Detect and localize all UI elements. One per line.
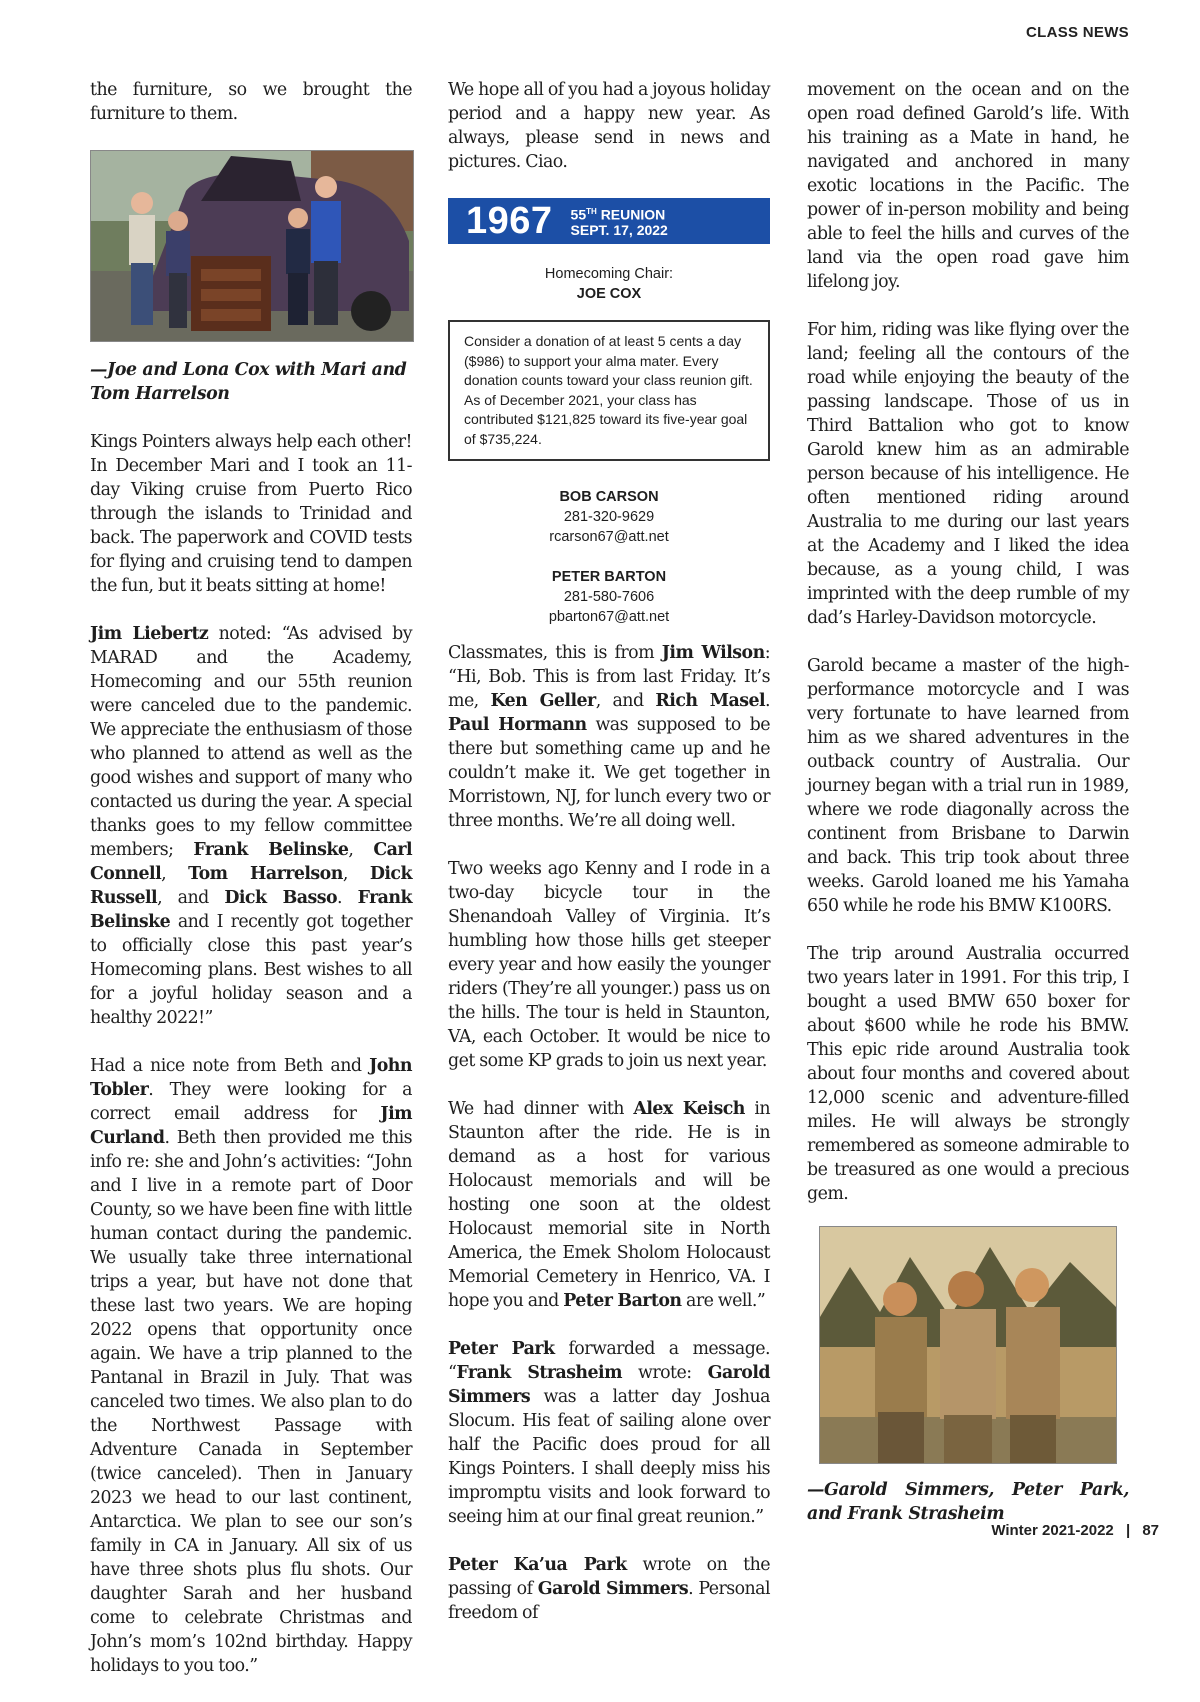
reunion-date: SEPT. 17, 2022 (570, 222, 668, 239)
homecoming-chair (448, 264, 770, 304)
reunion-suffix: TH (586, 206, 597, 216)
text-run: and I recently got together to officially close this past year’s Homecoming plans. Best wishes to all for a joyful holiday season and a healthy 2022!” (90, 912, 412, 1028)
chair-label: Homecoming Chair: (544, 266, 674, 282)
reunion-ordinal: 55 (570, 206, 587, 223)
text-run: , (342, 864, 370, 884)
paragraph (90, 1054, 412, 1678)
issue-label: Winter 2021-2022 (991, 1522, 1114, 1539)
person-name: Peter Park (448, 1339, 555, 1359)
text-run: , (348, 840, 374, 860)
person-name: Frank Belinske (90, 888, 412, 932)
paragraph (448, 641, 770, 833)
photo-simmers-park-strasheim (819, 1226, 1117, 1464)
person-name: Ken Geller (490, 691, 596, 711)
contact-phone: 281-320-9629 (563, 509, 655, 525)
paragraph: Kings Pointers always help each other! In December Mari and I took an 11-day Viking cruise from Puerto Rico through the islands to Trinidad and back. The paperwork and COVID tests for flying and cruising tend to dampen the fun, but it beats sitting at home! (90, 432, 412, 596)
footer-separator: | (1125, 1522, 1131, 1539)
paragraph: Two weeks ago Kenny and I rode in a two-day bicycle tour in the Shenandoah Valley of Virginia. It’s humbling how those hills get steeper every year and how easily the younger riders (They’re all younger.) pass us on the hills. The tour is held in Staunton, VA, each October. It would be nice to get some KP grads to join us next year. (448, 859, 770, 1071)
text-run: wrote on the passing of (448, 1555, 770, 1599)
person-name: Jim Liebertz (90, 624, 209, 644)
text-run: was supposed to be there but something came up and he couldn’t make it. We get together in Morristown, NJ, for lunch every two or three months. We’re all doing well. (448, 715, 771, 831)
person-name: Alex Keisch (633, 1099, 745, 1119)
paragraph (448, 1553, 770, 1625)
person-name: Garold Simmers (537, 1579, 689, 1599)
person-name: Dick Russell (90, 864, 412, 908)
contact-email: rcarson67@att.net (549, 529, 669, 545)
chair-name: JOE COX (576, 286, 642, 302)
person-name: Peter Barton (563, 1291, 682, 1311)
contact-card (448, 567, 770, 627)
text-run: . Beth then provided me this info re: she and John’s activities: “John and I live in a remote part of Door County, so we have been fine with little human contact during the pandemic. We usually take three international trips a year, but have not done that these last two years. We are hoping 2022 opens that opportunity once again. We have a trip planned to the Pantanal in Brazil in July. That was canceled two times. We also plan to do the Northwest Passage with Adventure Canada in September (twice canceled). Then in January 2023 we head to our last continent, Antarctica. We plan to see our son’s family in CA in January. All six of us have three shots plus flu shots. Our daughter Sarah and her husband come to celebrate Christmas and John’s mom’s 102nd birthday. Happy holidays to you too.” (90, 1128, 412, 1676)
page-number: 87 (1142, 1522, 1159, 1539)
paragraph (448, 1097, 770, 1313)
reunion-label: REUNION (600, 206, 666, 223)
person-name: Jim Wilson (661, 643, 765, 663)
donation-box: Consider a donation of at least 5 cents a day ($986) to support your alma mater. Every donation counts toward your class reunion gift. As of December 2021, your class has contributed $121,825 toward its five-year goal of $735,224. (448, 320, 770, 461)
text-run: , and (595, 691, 656, 711)
paragraph: For him, riding was like flying over the land; feeling all the contours of the road while enjoying the beauty of the passing landscape. Those of us in Third Battalion who got to know Garold knew him as an admirable person because of his intelligence. He often mentioned riding around Australia to me during our last years at the Academy and I liked the idea because, as a young child, I was imprinted with the deep rumble of my dad’s Harley-Davidson motorcycle. (807, 320, 1129, 628)
text-run: We had dinner with (448, 1099, 634, 1119)
text-run: in Staunton after the ride. He is in demand as a host for various Holocaust memorials and will be hosting one soon at the oldest Holocaust memorial site in North America, the Emek Sholom Holocaust Memorial Cemetery in Henrico, VA. I hope you and (448, 1099, 771, 1311)
person-name: Garold Simmers (448, 1363, 770, 1407)
photo-cox-harrelson (90, 150, 414, 342)
person-name: Rich Masel (655, 691, 766, 711)
paragraph: the furniture, so we brought the furniture to them. (90, 80, 412, 124)
person-name: Frank Strasheim (456, 1363, 622, 1383)
text-run: Classmates, this is from (448, 643, 662, 663)
paragraph: The trip around Australia occurred two years later in 1991. For this trip, I bought a used BMW 650 boxer for about $600 while he rode his BMW. This epic ride around Australia took about four months and covered about 12,000 scenic and adventure-filled miles. He will always be strongly remembered as someone admirable to be treasured as one would a precious gem. (807, 944, 1129, 1204)
contact-name: BOB CARSON (559, 489, 659, 505)
section-header: CLASS NEWS (1025, 24, 1129, 41)
paragraph: Garold became a master of the high-performance motorcycle and I was very fortunate to have learned from him as we shared adventures in the outback country of Australia. Our journey began with a trial run in 1989, where we rode diagonally across the continent from Brisbane to Darwin and back. This trip took about three weeks. Garold loaned me his Yamaha 650 while he rode his BMW K100RS. (807, 656, 1129, 916)
person-name: John Tobler (90, 1056, 412, 1100)
person-name: Frank Belinske (193, 840, 349, 860)
photo-caption: —Garold Simmers, Peter Park, and Frank Strasheim (807, 1480, 1129, 1524)
paragraph (90, 622, 412, 1030)
text-run: . (337, 888, 358, 908)
text-run: noted: “As advised by MARAD and the Academy, Homecoming and our 55th reunion were canceled due to the pandemic. We appreciate the enthusiasm of those who planned to attend as well as the good wishes and support of many who contacted us during the year. A special thanks goes to my fellow committee members; (90, 624, 412, 860)
contact-card (448, 487, 770, 547)
column-3 (807, 78, 1129, 1550)
text-run: was a latter day Joshua Slocum. His feat of sailing alone over half the Pacific does proud for all Kings Pointers. I shall deeply miss his impromptu visits and look forward to seeing him at our final great reunion.” (448, 1387, 770, 1527)
text-run: Had a nice note from Beth and (90, 1056, 370, 1076)
text-run: , and (157, 888, 225, 908)
person-name: Jim Curland (90, 1104, 412, 1148)
person-name: Dick Basso (224, 888, 337, 908)
column-2 (448, 78, 770, 1649)
reunion-banner (448, 198, 770, 244)
text-run: : “Hi, Bob. This is from last Friday. It’s me, (448, 643, 770, 711)
paragraph: We hope all of you had a joyous holiday period and a happy new year. As always, please send in news and pictures. Ciao. (448, 80, 770, 172)
contact-phone: 281-580-7606 (563, 589, 655, 605)
paragraph (448, 1337, 770, 1529)
contact-email: pbarton67@att.net (548, 609, 670, 625)
reunion-details (571, 204, 668, 239)
text-run: . (765, 691, 771, 711)
text-run: wrote: (621, 1363, 708, 1383)
photo-illustration (820, 1227, 1116, 1463)
text-run: . They were looking for a correct email address for (90, 1080, 412, 1124)
text-run: . Personal freedom of (448, 1579, 770, 1623)
page-footer (991, 1522, 1159, 1539)
paragraph: movement on the ocean and on the open road defined Garold’s life. With his training as a Mate in hand, he navigated and anchored in many exotic locations in the Pacific. The power of in-person mobility and being able to feel the hills and curves of the land via the open road gave him lifelong joy. (807, 80, 1129, 292)
text-run: , (161, 864, 189, 884)
text-run: forwarded a message. “ (448, 1339, 770, 1383)
person-name: Paul Hormann (448, 715, 587, 735)
contact-name: PETER BARTON (551, 569, 667, 585)
photo-illustration (91, 151, 413, 341)
person-name: Carl Connell (90, 840, 413, 884)
class-year: 1967 (466, 199, 553, 242)
person-name: Tom Harrelson (188, 864, 343, 884)
text-run: are well.” (681, 1291, 766, 1311)
column-1 (90, 78, 412, 1702)
photo-caption: —Joe and Lona Cox with Mari and Tom Harrelson (90, 360, 407, 404)
person-name: Peter Ka’ua Park (448, 1555, 627, 1575)
